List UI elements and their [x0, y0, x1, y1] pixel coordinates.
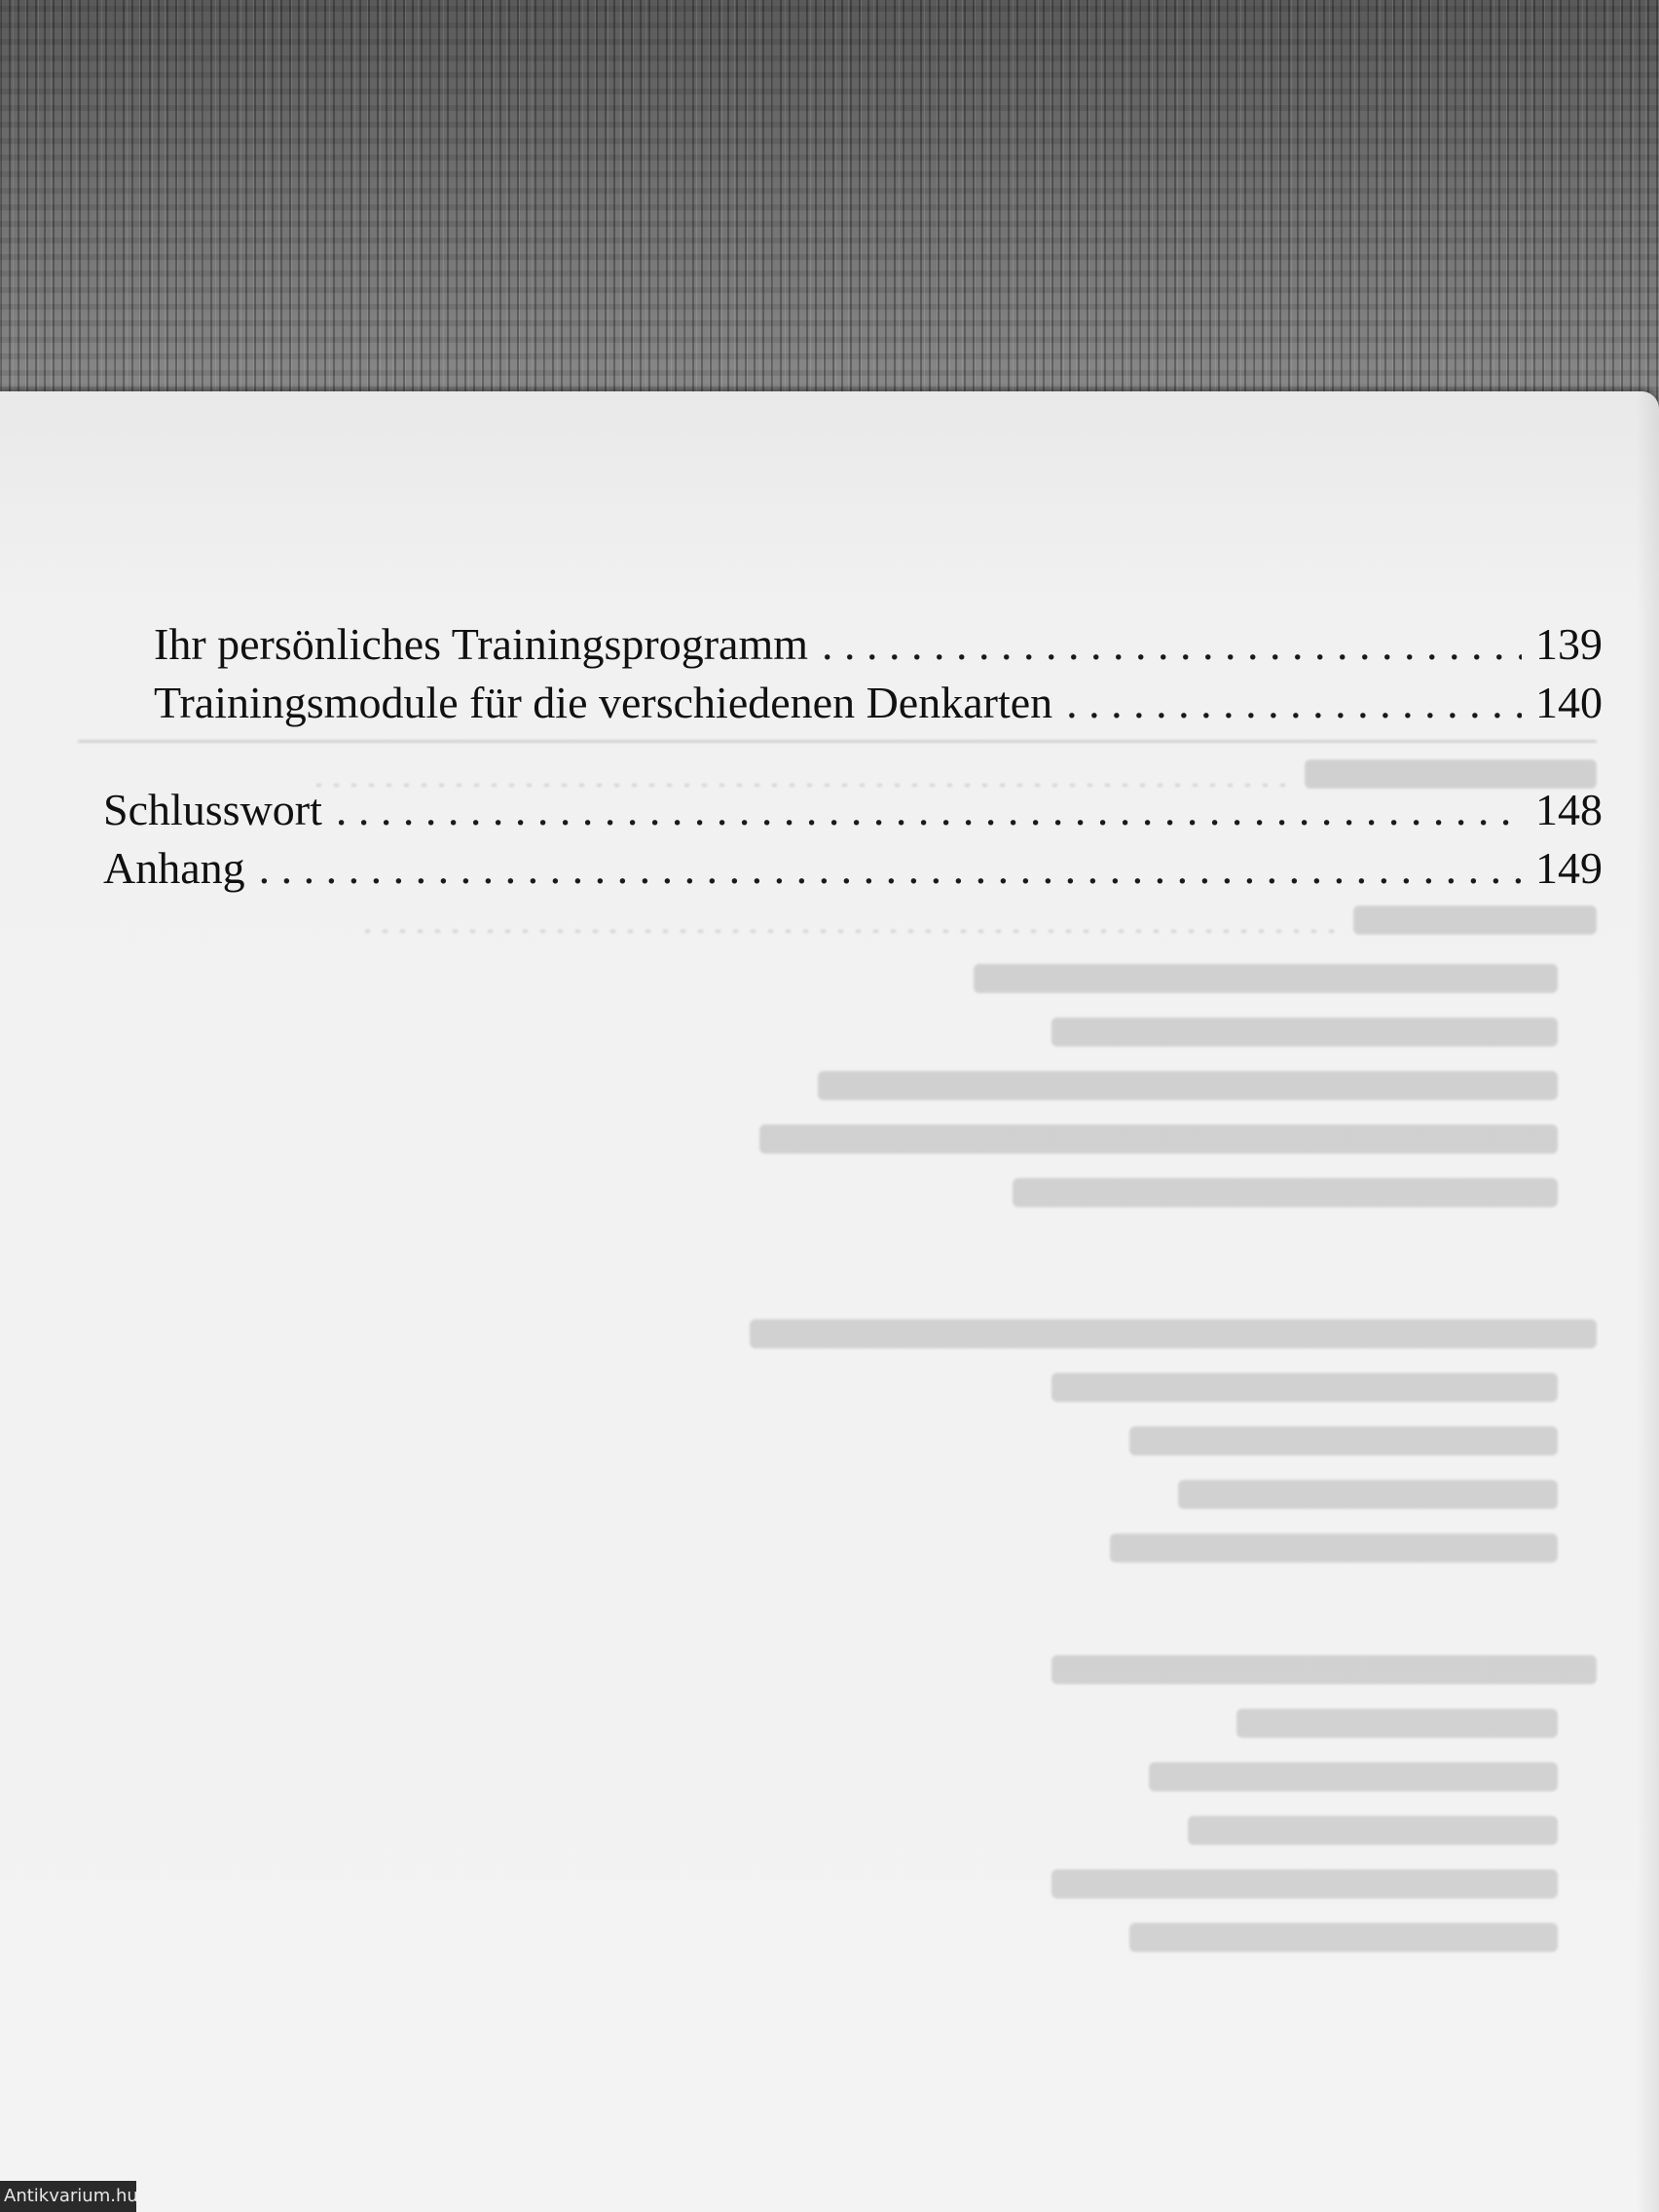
toc-entry-title: Schlusswort — [103, 785, 322, 834]
toc-entry-page: 148 — [1535, 785, 1603, 834]
page-edge-shadow — [1636, 391, 1659, 2212]
toc-entry — [154, 674, 1603, 732]
toc-entry — [103, 781, 1603, 839]
toc-entry — [154, 615, 1603, 674]
toc-leader-dots — [1066, 674, 1522, 732]
toc-entry-page: 149 — [1535, 843, 1603, 893]
toc-leader-dots — [259, 839, 1522, 898]
toc-entry-title: Ihr persönliches Trainingsprogramm — [154, 619, 809, 669]
toc-leader-dots — [822, 615, 1522, 674]
toc-entry-title: Anhang — [103, 843, 245, 893]
toc-entry-page: 140 — [1535, 678, 1603, 727]
toc-entry-page: 139 — [1535, 619, 1603, 669]
background-surface — [0, 0, 1659, 409]
toc-entry — [103, 839, 1603, 898]
toc-leader-dots — [336, 781, 1522, 839]
watermark: Antikvarium.hu — [0, 2181, 136, 2212]
toc-entry-title: Trainingsmodule für die verschiedenen Denkarten — [154, 678, 1053, 727]
